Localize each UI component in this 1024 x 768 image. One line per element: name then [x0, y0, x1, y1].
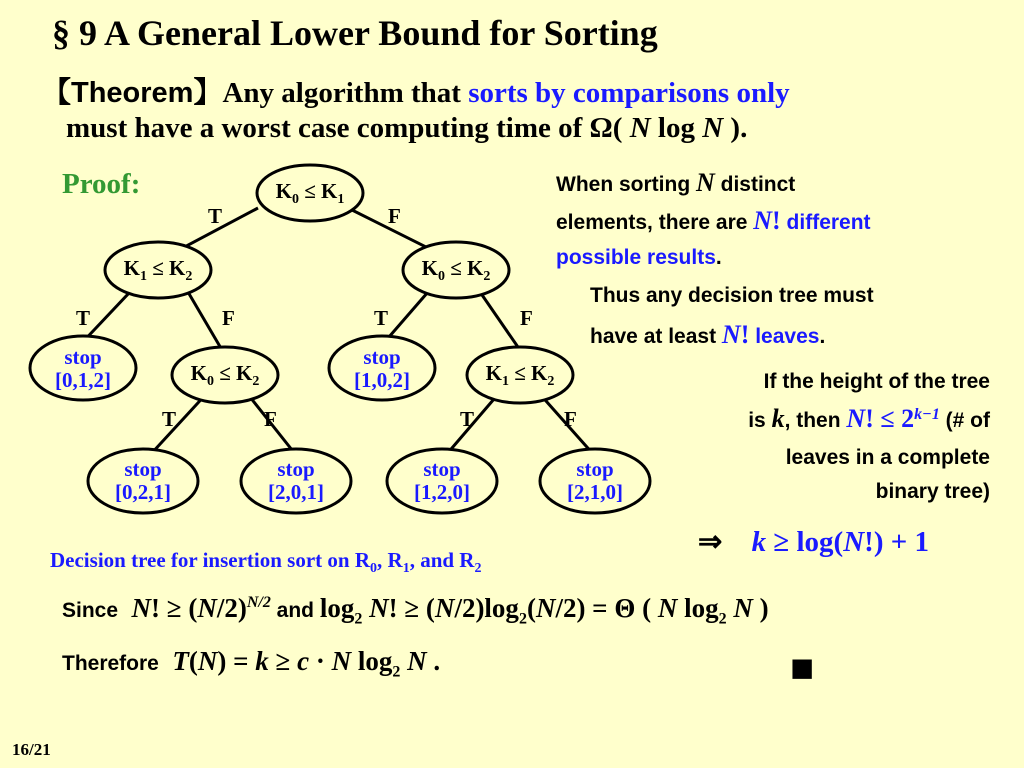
node-left: $K_1 \le K_2$ — [123, 256, 193, 285]
edge-right-rm — [480, 292, 520, 350]
edge-label-false: F — [520, 306, 533, 330]
edge-label-false: F — [264, 407, 277, 431]
side-line-3: possible results. — [556, 246, 722, 269]
side-line-9: binary tree) — [875, 480, 990, 503]
therefore-line: Therefore T(N) = k ≥ c · N $\log_2 N$ . — [62, 646, 441, 681]
leaf-stop-4: stop [2,0,1] — [268, 457, 324, 504]
edge-label-true: T — [76, 306, 91, 330]
edge-label-false: F — [564, 407, 577, 431]
proof-label: Proof: — [62, 168, 141, 200]
result-line: ⇒ k ≥ log(N!) + 1 — [698, 526, 929, 558]
page-number: 16/21 — [12, 740, 51, 759]
edge-label-true: T — [208, 204, 223, 228]
theorem-highlight: sorts by comparisons only — [468, 77, 790, 109]
node-root: $K_0 \le K_1$ — [275, 179, 345, 208]
edge-label-true: T — [374, 306, 389, 330]
side-line-4: Thus any decision tree must — [590, 284, 874, 307]
tree-caption: Decision tree for insertion sort on $R_0$, $R_1$, and $R_2$ — [50, 548, 482, 577]
leaf-stop-2: stop [1,0,2] — [354, 345, 410, 392]
theorem-tag: 【Theorem】 — [42, 77, 223, 109]
edge-left-lm — [188, 292, 222, 350]
node-rm: $K_1 \le K_2$ — [485, 361, 555, 390]
side-line-2: elements, there are N! different — [556, 206, 871, 235]
edge-label-true: T — [460, 407, 475, 431]
edge-lm-stop — [150, 392, 208, 455]
since-line: Since N! ≥ $(N/2)^{N/2}$ and $\log_2 N$! ≥ $(N/2)\log_2(N/2) = \Theta$ ( N $\log_2 N$ ) — [62, 593, 769, 628]
theorem-line-1: 【Theorem】Any algorithm that sorts by comparisons only — [42, 77, 790, 109]
page-title: § 9 A General Lower Bound for Sorting — [52, 13, 658, 53]
qed-square-icon: ■ — [790, 645, 815, 690]
side-line-5: have at least N! leaves. — [590, 320, 826, 349]
theorem-line-2: must have a worst case computing time of Ω( N log N ). — [66, 112, 748, 144]
edge-label-false: F — [222, 306, 235, 330]
edge-label-false: F — [388, 204, 401, 228]
side-line-7: is k, then N! ≤ $2^{k-1}$ (# of — [748, 404, 990, 433]
implies-icon: ⇒ — [698, 526, 723, 558]
edge-label-true: T — [162, 407, 177, 431]
leaf-stop-5: stop [1,2,0] — [414, 457, 470, 504]
leaf-stop-6: stop [2,1,0] — [567, 457, 623, 504]
side-line-1: When sorting N distinct — [556, 168, 796, 197]
side-line-6: If the height of the tree — [763, 370, 990, 393]
side-line-8: leaves in a complete — [785, 446, 990, 469]
leaf-stop-3: stop [0,2,1] — [115, 457, 171, 504]
leaf-stop-1: stop [0,1,2] — [55, 345, 111, 392]
node-right: $K_0 \le K_2$ — [421, 256, 491, 285]
node-lm: $K_0 \le K_2$ — [190, 361, 260, 390]
